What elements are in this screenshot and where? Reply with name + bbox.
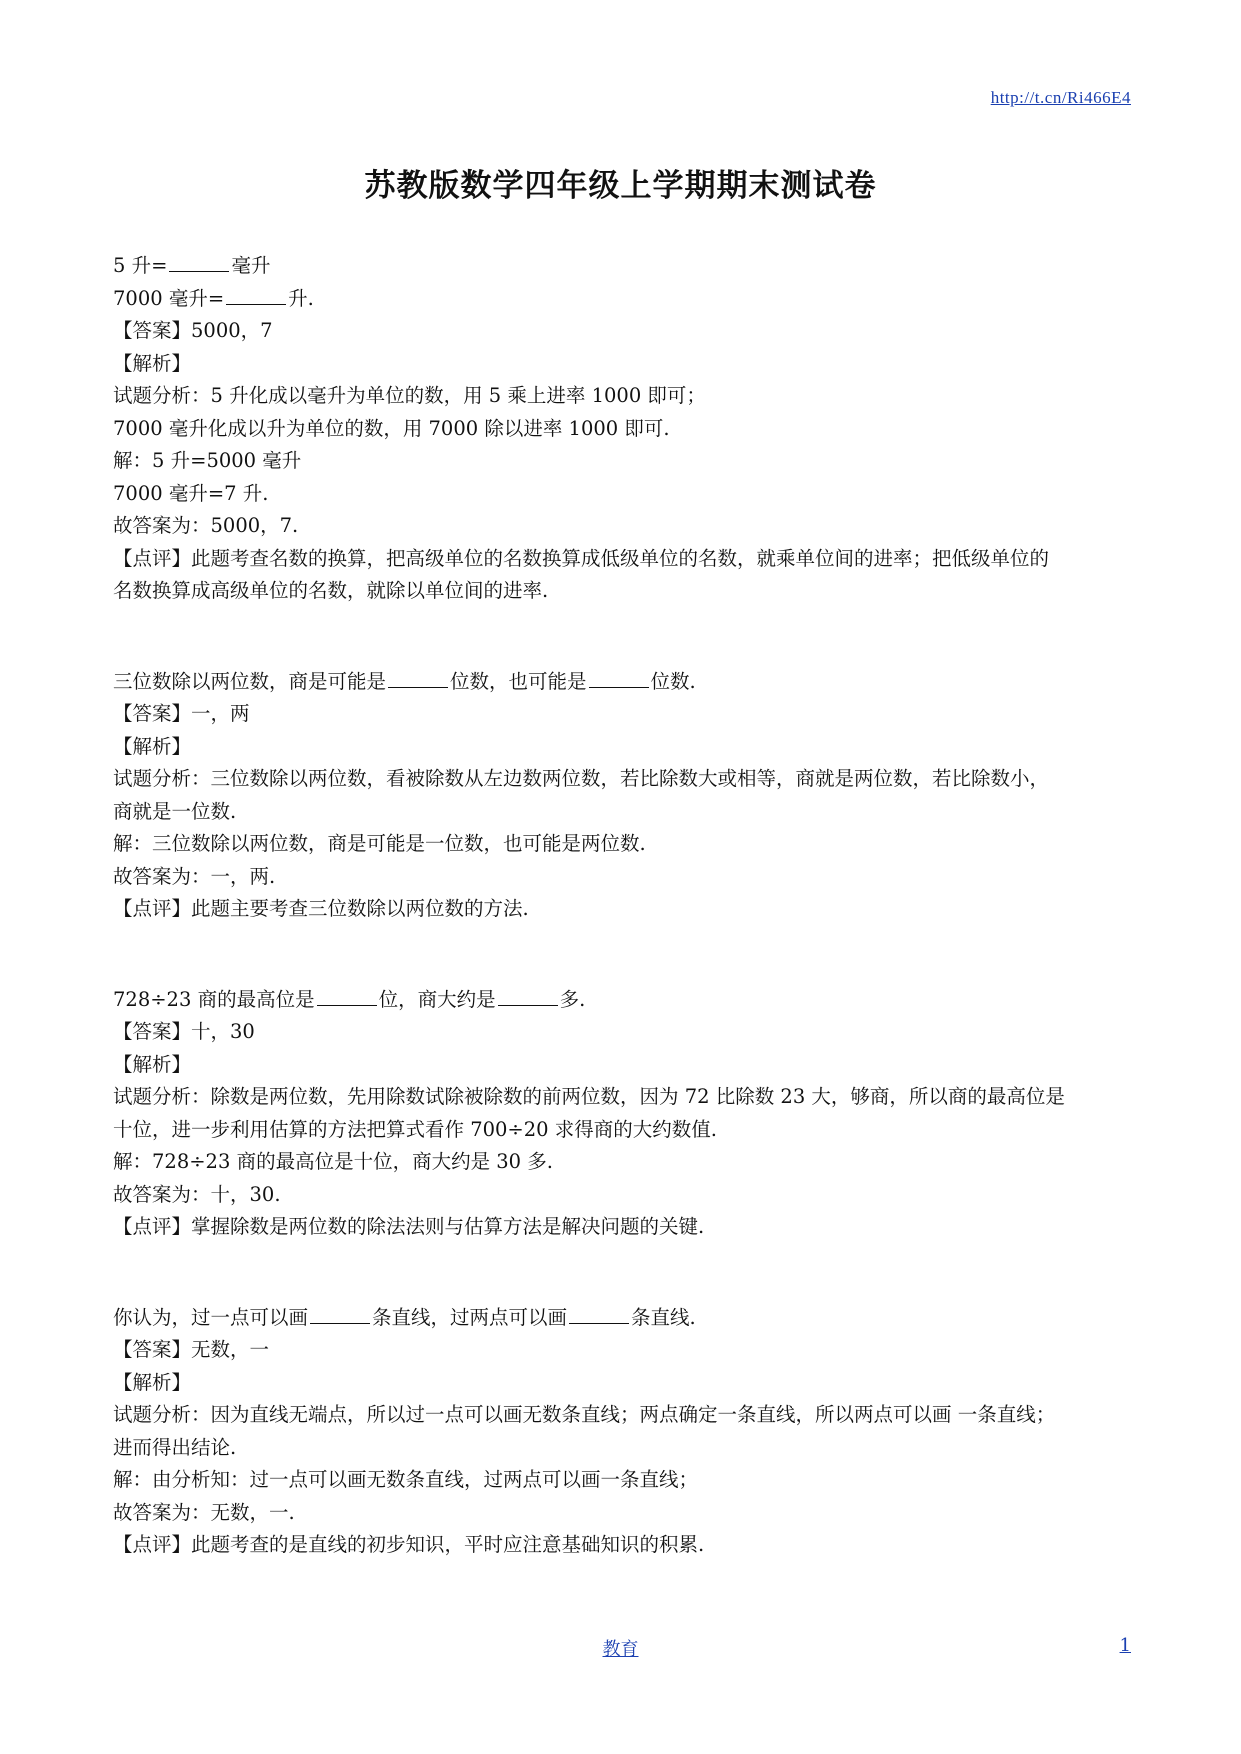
header-link[interactable]: http://t.cn/Ri466E4 xyxy=(990,88,1131,107)
page-title: 苏教版数学四年级上学期期末测试卷 xyxy=(364,168,877,204)
analysis-label: 【解析】 xyxy=(113,351,192,375)
document-body xyxy=(113,250,1133,1562)
answer-line: 【答案】5000，7 xyxy=(113,319,273,342)
analysis-line: 故答案为：十，30. xyxy=(113,1182,281,1206)
comment-line: 名数换算成高级单位的名数，就除以单位间的进率. xyxy=(113,579,549,602)
analysis-line: 试题分析：除数是两位数，先用除数试除被除数的前两位数，因为 72 比除数 23 大，够商，所以商的最高位是 xyxy=(113,1085,1065,1108)
analysis-label: 【解析】 xyxy=(113,1370,192,1394)
answer-blank xyxy=(388,669,448,688)
analysis-line: 解：5 升=5000 毫升 xyxy=(113,449,302,472)
analysis-line: 故答案为：无数，一. xyxy=(113,1500,295,1524)
answer-line: 【答案】十，30 xyxy=(113,1020,255,1043)
answer-line: 【答案】一，两 xyxy=(113,702,250,725)
analysis-line: 故答案为：一，两. xyxy=(113,864,276,888)
analysis-line: 试题分析：5 升化成以毫升为单位的数，用 5 乘上进率 1000 即可； xyxy=(113,384,706,407)
comment-line: 【点评】掌握除数是两位数的除法法则与估算方法是解决问题的关键. xyxy=(113,1215,705,1238)
page-number: 1 xyxy=(1119,1635,1131,1656)
analysis-line: 试题分析：因为直线无端点，所以过一点可以画无数条直线；两点确定一条直线，所以两点可以画 一条直线； xyxy=(113,1403,1056,1426)
question-stem: 7000 毫升= 升. xyxy=(113,286,314,310)
analysis-line: 解：由分析知：过一点可以画无数条直线，过两点可以画一条直线； xyxy=(113,1468,699,1491)
comment-line: 【点评】此题考查的是直线的初步知识，平时应注意基础知识的积累. xyxy=(113,1533,705,1556)
analysis-label: 【解析】 xyxy=(113,1052,192,1076)
analysis-line: 解：三位数除以两位数，商是可能是一位数，也可能是两位数. xyxy=(113,832,646,855)
analysis-line: 7000 毫升化成以升为单位的数，用 7000 除以进率 1000 即可. xyxy=(113,416,670,440)
question-1 xyxy=(113,250,1133,608)
question-4 xyxy=(113,1302,1133,1562)
footer-link[interactable]: 教育 xyxy=(602,1639,639,1660)
analysis-line: 故答案为：5000，7. xyxy=(113,514,299,537)
analysis-line: 解：728÷23 商的最高位是十位，商大约是 30 多. xyxy=(113,1150,553,1173)
analysis-line: 试题分析：三位数除以两位数，看被除数从左边数两位数，若比除数大或相等，商就是两位数，若比除数小， xyxy=(113,767,1050,790)
answer-blank xyxy=(569,1305,629,1324)
answer-line: 【答案】无数，一 xyxy=(113,1338,270,1361)
analysis-label: 【解析】 xyxy=(113,734,192,758)
comment-line: 【点评】此题主要考查三位数除以两位数的方法. xyxy=(113,897,529,920)
answer-blank xyxy=(498,987,558,1006)
answer-blank xyxy=(226,286,286,305)
question-stem: 728÷23 商的最高位是 位，商大约是 多. xyxy=(113,987,586,1011)
question-3 xyxy=(113,984,1133,1244)
answer-blank xyxy=(317,987,377,1006)
analysis-line: 7000 毫升=7 升. xyxy=(113,481,269,505)
question-stem: 你认为，过一点可以画 条直线，过两点可以画 条直线. xyxy=(113,1305,696,1329)
answer-blank xyxy=(589,669,649,688)
question-2 xyxy=(113,666,1133,926)
answer-blank xyxy=(310,1305,370,1324)
analysis-line: 商就是一位数. xyxy=(113,799,237,823)
analysis-line: 十位，进一步利用估算的方法把算式看作 700÷20 求得商的大约数值. xyxy=(113,1117,717,1141)
question-stem: 三位数除以两位数，商是可能是 位数，也可能是 位数. xyxy=(113,669,696,693)
answer-blank xyxy=(169,253,229,272)
analysis-line: 进而得出结论. xyxy=(113,1435,237,1459)
comment-line: 【点评】此题考查名数的换算，把高级单位的名数换算成低级单位的名数，就乘单位间的进率；把低级单位的 xyxy=(113,546,1050,570)
question-stem: 5 升= 毫升 xyxy=(113,254,271,277)
